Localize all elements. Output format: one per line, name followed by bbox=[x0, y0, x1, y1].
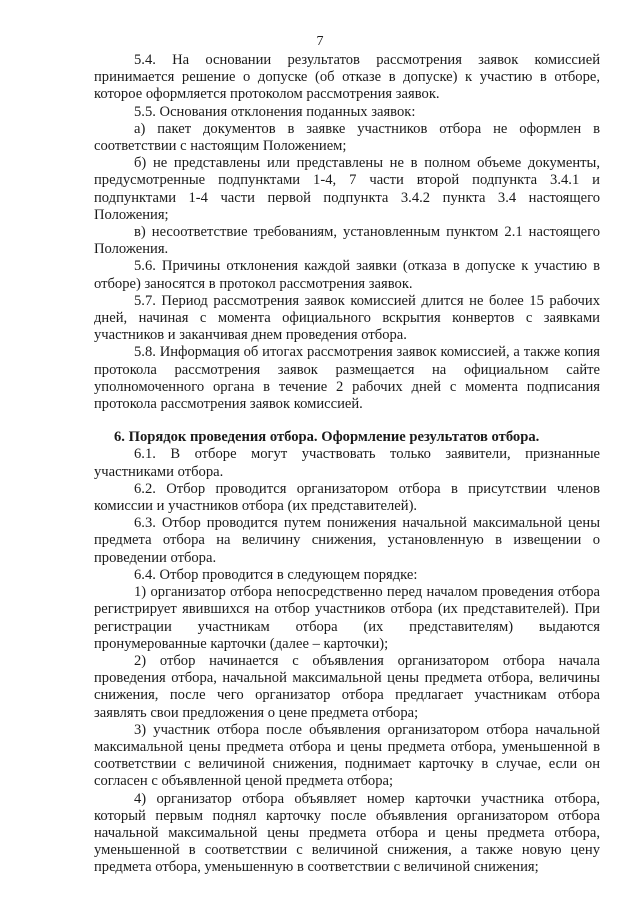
paragraph-6-4-4: 4) организатор отбора объявляет номер карточки участника отбора, который первым поднял карточку после объявления организатором отбора начальной максимальной цены предмета отбора и цены предмета отбора, уменьшенной в соответствии с величиной снижения, а также новую цену предмета отбора, уменьшенную в соответствии с величиной снижения; bbox=[94, 790, 600, 876]
paragraph-5-8: 5.8. Информация об итогах рассмотрения заявок комиссией, а также копия протокола рассмотрения заявок размещается на официальном сайте уполномоченного органа в течение 2 рабочих дней с момента подписания протокола рассмотрения заявок комиссией. bbox=[94, 344, 600, 413]
paragraph-5-6: 5.6. Причины отклонения каждой заявки (отказа в допуске к участию в отборе) заносятся в протокол рассмотрения заявок. bbox=[94, 258, 600, 292]
paragraph-5-5-v: в) несоответствие требованиям, установленным пунктом 2.1 настоящего Положения. bbox=[94, 224, 600, 258]
paragraph-6-4-3: 3) участник отбора после объявления организатором отбора начальной максимальной цены предмета отбора и цены предмета отбора, уменьшенной в соответствии с величиной снижения, поднимает карточку в случае, если он согласен с объявленной ценой предмета отбора; bbox=[94, 721, 600, 790]
paragraph-6-3: 6.3. Отбор проводится путем понижения начальной максимальной цены предмета отбора на величину снижения, установленную в извещении о проведении отбора. bbox=[94, 515, 600, 566]
section-heading: 6. Порядок проведения отбора. Оформление результатов отбора. bbox=[114, 429, 540, 446]
paragraph-5-5-a: а) пакет документов в заявке участников отбора не оформлен в соответствии с настоящим Положением; bbox=[94, 120, 600, 155]
paragraph-6-4-1: 1) организатор отбора непосредственно перед началом проведения отбора регистрирует явившихся на отбор участников отбора (их представителей). При регистрации участникам отбора (их представителям) выдаются пронумерованные карточки (далее – карточки); bbox=[94, 584, 600, 652]
document-body bbox=[94, 52, 600, 877]
page-number: 7 bbox=[316, 34, 324, 49]
paragraph-5-4: 5.4. На основании результатов рассмотрения заявок комиссией принимается решение о допуске (об отказе в допуске) к участию в отборе, которое оформляется протоколом рассмотрения заявок. bbox=[94, 52, 600, 103]
paragraph-6-4: 6.4. Отбор проводится в следующем порядке: bbox=[134, 566, 418, 583]
paragraph-5-7: 5.7. Период рассмотрения заявок комиссией длится не более 15 рабочих дней, начиная с момента официального вскрытия конвертов с заявками участников и заканчивая днем проведения отбора. bbox=[94, 292, 600, 344]
paragraph-6-4-2: 2) отбор начинается с объявления организатором отбора начала проведения отбора, начальной максимальной цены предмета отбора, величины снижения, после чего организатор отбора предлагает участникам отбора заявлять свои предложения о цене предмета отбора; bbox=[94, 652, 600, 721]
paragraph-6-2: 6.2. Отбор проводится организатором отбора в присутствии членов комиссии и участников отбора (их представителей). bbox=[94, 480, 600, 515]
paragraph-5-5: 5.5. Основания отклонения поданных заявок: bbox=[134, 103, 416, 120]
paragraph-6-1: 6.1. В отборе могут участвовать только заявители, признанные участниками отбора. bbox=[94, 446, 600, 480]
paragraph-5-5-b: б) не представлены или представлены не в полном объеме документы, предусмотренные подпунктами 1-4, 7 части второй подпункта 3.4.1 и подпунктами 1-4 части первой подпункта 3.4.2 пункта 3.4 настоящего Положения; bbox=[94, 155, 600, 223]
